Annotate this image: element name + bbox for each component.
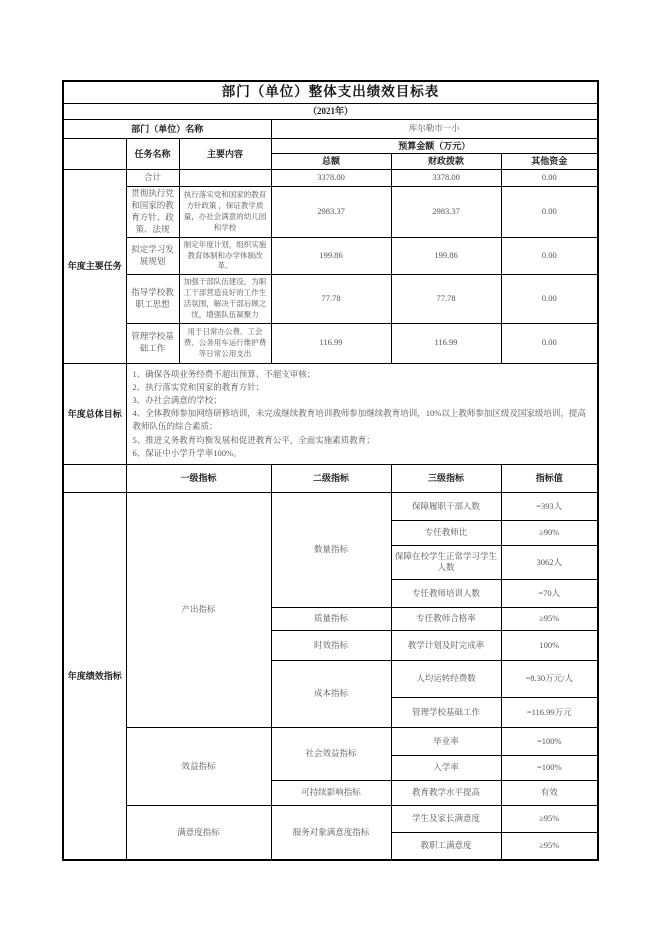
indicator-l3: 专任教师培训人数 bbox=[391, 579, 501, 607]
task-name: 合计 bbox=[126, 170, 179, 187]
performance-indicators-label: 年度绩效指标 bbox=[63, 492, 126, 860]
indicator-value: 有效 bbox=[501, 780, 598, 805]
task-content: 用于日常办公费、工会费、公务用车运行维护费等日常公用支出 bbox=[179, 323, 271, 363]
task-content: 执行落实党和国家的教育方针政策 ，保证教学质量，办社会满意的幼儿园和学校 bbox=[179, 187, 271, 238]
indicator-l2: 成本指标 bbox=[271, 660, 391, 727]
indicator-l3: 学生及家长满意度 bbox=[391, 805, 501, 832]
indicator-l3: 保障在校学生正常学习学生人数 bbox=[391, 545, 501, 579]
indicator-value: ≥90% bbox=[501, 520, 598, 545]
year-label: （2021年） bbox=[63, 103, 598, 119]
annual-tasks-label: 年度主要任务 bbox=[63, 170, 126, 364]
indicator-l3: 保障履职干部人数 bbox=[391, 492, 501, 520]
task-fiscal: 116.99 bbox=[391, 323, 501, 363]
indicator-l3: 管理学校基础工作 bbox=[391, 697, 501, 727]
indicator-value: 3062人 bbox=[501, 545, 598, 579]
indicator-header-l3: 三级指标 bbox=[391, 464, 501, 492]
indicator-l2: 时效指标 bbox=[271, 630, 391, 660]
task-other: 0.00 bbox=[501, 187, 598, 238]
indicator-l3: 人均运转经费数 bbox=[391, 660, 501, 697]
indicator-l1: 满意度指标 bbox=[126, 805, 271, 860]
task-fiscal: 77.78 bbox=[391, 275, 501, 324]
goal-line: 4、全体教师参加网络研修培训，未完成继续教育培训教师参加继续教育培训，10%以上教师参加区级及国家级培训，提高教师队伍的综合素质； bbox=[132, 408, 586, 432]
indicator-header-l1: 一级指标 bbox=[126, 464, 271, 492]
indicator-value: =8.30万元/人 bbox=[501, 660, 598, 697]
annual-goal-label: 年度总体目标 bbox=[63, 363, 126, 464]
task-total: 77.78 bbox=[271, 275, 391, 324]
goal-line: 5、推进义务教育均衡发展和促进教育公平，全面实施素质教育； bbox=[132, 434, 375, 445]
dept-label: 部门（单位）名称 bbox=[63, 119, 271, 138]
page-title: 部门（单位）整体支出绩效目标表 bbox=[63, 81, 598, 103]
task-fiscal: 2983.37 bbox=[391, 187, 501, 238]
indicator-value: 100% bbox=[501, 630, 598, 660]
performance-target-table bbox=[62, 80, 599, 861]
indicator-l2: 数量指标 bbox=[271, 492, 391, 607]
goal-line: 3、办社会满意的学校； bbox=[132, 395, 222, 406]
task-other: 0.00 bbox=[501, 170, 598, 187]
task-total: 3378.00 bbox=[271, 170, 391, 187]
col-fiscal-grant: 财政拨款 bbox=[391, 154, 501, 170]
task-content: 加强干部队伍建设，为职工干部营造良好的工作生活氛围，解决干部后顾之忧，增强队伍凝聚力 bbox=[179, 275, 271, 324]
task-fiscal: 199.86 bbox=[391, 237, 501, 275]
indicator-value: ≥95% bbox=[501, 607, 598, 630]
task-content bbox=[179, 170, 271, 187]
indicator-l3: 入学率 bbox=[391, 755, 501, 780]
indicator-value: =393人 bbox=[501, 492, 598, 520]
indicator-value: =100% bbox=[501, 755, 598, 780]
indicator-value: =70人 bbox=[501, 579, 598, 607]
indicator-value: ≥95% bbox=[501, 805, 598, 832]
indicator-l2: 质量指标 bbox=[271, 607, 391, 630]
col-budget-amount: 预算金额（万元） bbox=[271, 138, 598, 154]
task-content: 制定年度计划，组织实施教育体制和办学体制改革。 bbox=[179, 237, 271, 275]
indicator-value: ≥95% bbox=[501, 832, 598, 860]
task-other: 0.00 bbox=[501, 237, 598, 275]
annual-goal-content bbox=[126, 363, 598, 464]
indicator-value: =100% bbox=[501, 727, 598, 755]
empty-cell bbox=[63, 138, 126, 169]
indicator-l2: 社会效益指标 bbox=[271, 727, 391, 780]
task-total: 199.86 bbox=[271, 237, 391, 275]
task-fiscal: 3378.00 bbox=[391, 170, 501, 187]
task-name: 贯彻执行党和国家的教育方针、政策、法规 bbox=[126, 187, 179, 238]
indicator-l3: 教职工满意度 bbox=[391, 832, 501, 860]
task-other: 0.00 bbox=[501, 323, 598, 363]
indicator-l3: 教学计划及时完成率 bbox=[391, 630, 501, 660]
empty-cell bbox=[63, 464, 126, 492]
indicator-l3: 教育教学水平提高 bbox=[391, 780, 501, 805]
indicator-l2: 可持续影响指标 bbox=[271, 780, 391, 805]
task-name: 拟定学习发展规划 bbox=[126, 237, 179, 275]
indicator-l3: 专任教师合格率 bbox=[391, 607, 501, 630]
col-other-funds: 其他资金 bbox=[501, 154, 598, 170]
indicator-l2: 服务对象满意度指标 bbox=[271, 805, 391, 860]
task-name: 指导学校教职工思想 bbox=[126, 275, 179, 324]
indicator-header-value: 指标值 bbox=[501, 464, 598, 492]
indicator-l3: 毕业率 bbox=[391, 727, 501, 755]
goal-line: 6、保证中小学升学率100%。 bbox=[132, 447, 242, 458]
dept-value: 库尔勒市一小 bbox=[271, 119, 598, 138]
task-name: 管理学校基础工作 bbox=[126, 323, 179, 363]
col-task-name: 任务名称 bbox=[126, 138, 179, 169]
indicator-l1: 产出指标 bbox=[126, 492, 271, 727]
goal-line: 2、执行落实党和国家的教育方针； bbox=[132, 381, 265, 392]
indicator-l1: 效益指标 bbox=[126, 727, 271, 805]
indicator-header-l2: 二级指标 bbox=[271, 464, 391, 492]
task-total: 2983.37 bbox=[271, 187, 391, 238]
task-other: 0.00 bbox=[501, 275, 598, 324]
col-total: 总额 bbox=[271, 154, 391, 170]
col-main-content: 主要内容 bbox=[179, 138, 271, 169]
indicator-value: =116.99万元 bbox=[501, 697, 598, 727]
document-page bbox=[62, 80, 599, 861]
task-total: 116.99 bbox=[271, 323, 391, 363]
goal-line: 1、确保各项业务经费不超出预算、不超支审核； bbox=[132, 368, 316, 379]
indicator-l3: 专任教师比 bbox=[391, 520, 501, 545]
